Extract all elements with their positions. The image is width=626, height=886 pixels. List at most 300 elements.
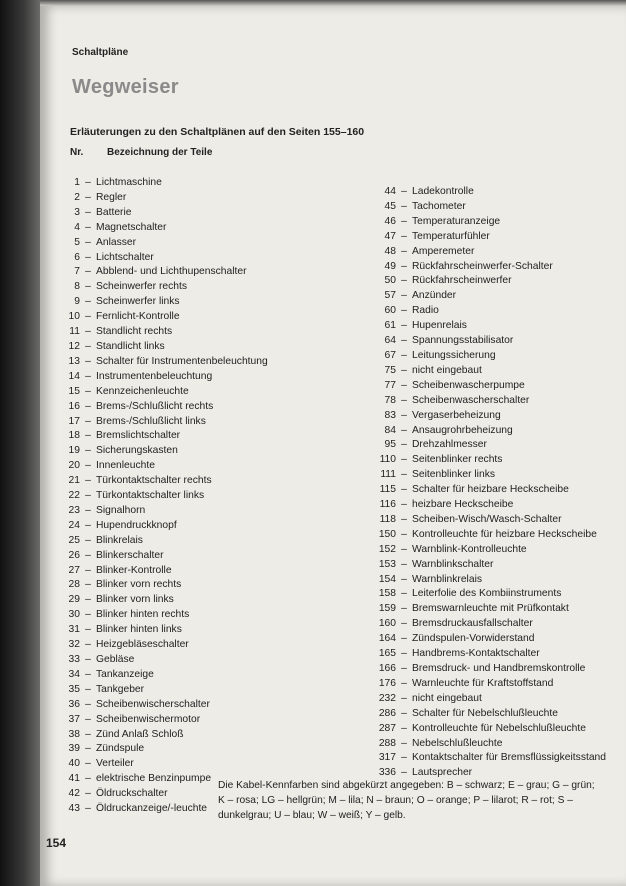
item-name: Tachometer — [412, 200, 466, 212]
list-item — [50, 325, 268, 340]
item-separator: – — [85, 490, 91, 502]
item-separator: – — [401, 394, 407, 406]
item-name: Signalhorn — [96, 504, 146, 516]
list-item — [356, 662, 606, 677]
item-name: Schalter für heizbare Heckscheibe — [412, 484, 569, 496]
item-separator: – — [85, 803, 91, 815]
item-number: 232 — [378, 692, 396, 704]
item-separator: – — [85, 475, 91, 487]
item-separator: – — [401, 663, 407, 674]
list-item — [50, 236, 268, 251]
list-item — [356, 722, 606, 737]
item-name: Ladekontrolle — [412, 186, 474, 197]
item-number: 150 — [378, 528, 396, 540]
item-separator: – — [401, 737, 407, 749]
item-number: 83 — [384, 409, 396, 421]
list-item — [356, 215, 606, 230]
item-number: 24 — [68, 519, 80, 531]
item-name: Scheibenwascherpumpe — [412, 379, 525, 391]
list-item — [50, 549, 268, 564]
item-name: Scheiben-Wisch/Wasch-Schalter — [412, 513, 562, 525]
item-name: Öldruckanzeige/-leuchte — [96, 803, 208, 815]
list-item — [50, 742, 268, 757]
item-separator: – — [401, 186, 407, 197]
item-name: Tankgeber — [96, 683, 145, 695]
item-name: Türkontaktschalter rechts — [96, 475, 212, 487]
item-separator: – — [401, 275, 407, 287]
list-item — [356, 543, 606, 558]
cable-color-note: Die Kabel-Kennfarben sind abgekürzt angegeben: B – schwarz; E – grau; G – grün; K – rosa; LG – hellgrün; M – lila; N – braun; O – orange; P – lilarot; R – rot; S – dunkelgrau; U – blau; W – weiß; Y – gelb. — [218, 780, 595, 821]
item-separator: – — [85, 326, 91, 338]
list-item — [50, 728, 268, 743]
list-item — [356, 394, 606, 409]
item-separator: – — [401, 349, 407, 361]
item-separator: – — [85, 668, 91, 680]
item-name: Schalter für Instrumentenbeleuchtung — [96, 355, 268, 367]
item-number: 13 — [68, 355, 80, 367]
list-item — [50, 698, 268, 713]
item-number: 49 — [384, 260, 396, 272]
item-name: Amperemeter — [412, 245, 475, 257]
item-number: 32 — [68, 639, 80, 651]
item-number: 44 — [384, 186, 396, 197]
item-separator: – — [401, 648, 407, 660]
item-name: Scheinwerfer links — [96, 296, 180, 308]
item-number: 21 — [68, 475, 80, 487]
list-item — [356, 498, 606, 513]
item-name: Leitungssicherung — [412, 349, 496, 361]
item-name: Spannungsstabilisator — [412, 335, 514, 347]
item-number: 111 — [380, 469, 396, 481]
item-separator: – — [401, 752, 407, 764]
item-name: Batterie — [96, 206, 132, 218]
item-name: Heizgebläseschalter — [96, 639, 189, 651]
list-item — [50, 578, 268, 593]
list-item — [356, 319, 606, 334]
item-separator: – — [401, 290, 407, 302]
item-name: Vergaserbeheizung — [412, 409, 501, 421]
list-item — [356, 230, 606, 245]
page-subtitle: Erläuterungen zu den Schaltplänen auf den Seiten 155–160 — [70, 126, 365, 138]
list-item — [356, 245, 606, 260]
item-separator: – — [401, 677, 407, 689]
list-item — [356, 453, 606, 468]
item-name: Instrumentenbeleuchtung — [96, 370, 213, 382]
item-name: Warnblinkrelais — [412, 573, 483, 585]
item-separator: – — [85, 654, 91, 665]
list-item — [50, 668, 268, 683]
item-number: 8 — [74, 281, 80, 293]
list-item — [356, 409, 606, 424]
item-separator: – — [85, 639, 91, 651]
item-number: 166 — [378, 663, 396, 674]
item-name: Bremsdruck- und Handbremskontrolle — [412, 663, 586, 674]
item-number: 15 — [68, 385, 80, 397]
item-name: Türkontaktschalter links — [96, 490, 205, 502]
list-item — [356, 528, 606, 543]
item-name: Ansaugrohrbeheizung — [412, 424, 513, 436]
list-item — [50, 280, 268, 295]
item-number: 164 — [378, 633, 396, 645]
list-item — [50, 534, 268, 549]
item-name: Fernlicht-Kontrolle — [96, 311, 180, 323]
item-separator: – — [401, 484, 407, 496]
list-item — [50, 757, 268, 772]
item-number: 28 — [68, 579, 80, 591]
item-separator: – — [85, 370, 91, 382]
list-item — [356, 200, 606, 215]
item-name: Hupendruckknopf — [96, 519, 177, 531]
item-separator: – — [85, 624, 91, 636]
list-item — [356, 573, 606, 588]
item-separator: – — [85, 430, 91, 442]
item-number: 34 — [68, 668, 80, 680]
item-number: 14 — [68, 370, 80, 382]
item-name: Nebelschlußleuchte — [412, 737, 503, 749]
item-number: 78 — [384, 394, 396, 406]
item-name: Regler — [96, 191, 127, 203]
item-name: Rückfahrscheinwerfer-Schalter — [412, 260, 553, 272]
item-number: 30 — [68, 609, 80, 621]
list-item — [50, 400, 268, 415]
list-item — [356, 468, 606, 483]
item-number: 165 — [378, 648, 396, 660]
item-separator: – — [85, 311, 91, 323]
item-separator: – — [401, 409, 407, 421]
item-number: 20 — [68, 460, 80, 472]
item-number: 118 — [379, 513, 396, 525]
list-item — [50, 459, 268, 474]
item-number: 43 — [68, 803, 80, 815]
item-separator: – — [401, 513, 407, 525]
item-separator: – — [85, 355, 91, 367]
item-number: 95 — [384, 439, 396, 451]
list-item — [356, 737, 606, 752]
list-item — [356, 274, 606, 289]
list-item — [50, 251, 268, 266]
item-name: Öldruckschalter — [96, 788, 168, 800]
item-separator: – — [401, 543, 407, 555]
item-name: Handbrems-Kontaktschalter — [412, 648, 540, 660]
list-item — [50, 221, 268, 236]
list-item — [50, 295, 268, 310]
item-number: 42 — [68, 788, 80, 800]
item-separator: – — [401, 305, 407, 317]
list-item — [50, 683, 268, 698]
list-item — [356, 513, 606, 528]
item-number: 38 — [68, 728, 80, 740]
item-number: 33 — [68, 654, 80, 665]
item-name: Abblend- und Lichthupenschalter — [96, 266, 247, 278]
item-name: Sicherungskasten — [96, 445, 178, 457]
list-item — [356, 334, 606, 349]
list-item — [50, 310, 268, 325]
item-separator: – — [401, 439, 407, 451]
list-item — [50, 265, 268, 280]
list-item — [50, 564, 268, 579]
list-item — [50, 415, 268, 430]
item-number: 19 — [68, 445, 80, 457]
item-name: Blinker vorn rechts — [96, 579, 182, 591]
item-number: 5 — [74, 236, 80, 248]
item-separator: – — [85, 400, 91, 412]
item-name: Zünd Anlaß Schloß — [96, 728, 184, 740]
item-name: Standlicht links — [96, 340, 165, 352]
item-separator: – — [401, 618, 407, 630]
item-name: Seitenblinker rechts — [412, 454, 503, 466]
item-name: Blinker vorn links — [96, 594, 174, 606]
item-separator: – — [401, 499, 407, 511]
list-item — [356, 260, 606, 275]
item-number: 288 — [378, 737, 396, 749]
item-number: 154 — [378, 573, 396, 585]
item-separator: – — [85, 266, 91, 278]
item-number: 2 — [74, 191, 80, 203]
item-separator: – — [85, 221, 91, 233]
item-name: nicht eingebaut — [412, 692, 482, 704]
item-number: 37 — [68, 713, 80, 725]
item-number: 47 — [384, 230, 396, 242]
item-name: Tankanzeige — [96, 668, 154, 680]
item-separator: – — [401, 260, 407, 272]
item-name: Lichtmaschine — [96, 177, 162, 188]
item-name: Blinker-Kontrolle — [96, 564, 172, 576]
item-name: Kontrolleuchte für heizbare Heckscheibe — [412, 528, 597, 540]
item-number: 31 — [68, 624, 80, 636]
item-number: 116 — [379, 499, 396, 511]
item-separator: – — [85, 251, 91, 263]
item-number: 153 — [378, 558, 396, 570]
item-number: 26 — [68, 549, 80, 561]
list-item — [50, 593, 268, 608]
item-number: 1 — [74, 177, 80, 188]
item-name: Bremswarnleuchte mit Prüfkontakt — [412, 603, 569, 615]
parts-list-left — [50, 176, 268, 817]
item-separator: – — [401, 707, 407, 719]
item-number: 3 — [74, 206, 80, 218]
list-item — [50, 191, 268, 206]
item-number: 61 — [384, 320, 396, 332]
item-number: 45 — [384, 200, 396, 212]
item-name: Radio — [412, 305, 439, 317]
list-item — [356, 438, 606, 453]
item-separator: – — [85, 340, 91, 352]
item-separator: – — [401, 379, 407, 391]
item-separator: – — [401, 469, 407, 481]
list-item — [50, 444, 268, 459]
item-separator: – — [401, 424, 407, 436]
item-number: 9 — [74, 296, 80, 308]
item-separator: – — [85, 579, 91, 591]
item-name: Anzünder — [412, 290, 457, 302]
item-name: Standlicht rechts — [96, 326, 173, 338]
item-name: Scheibenwascherschalter — [412, 394, 530, 406]
list-item — [356, 304, 606, 319]
item-name: Zündspulen-Vorwiderstand — [412, 633, 535, 645]
list-item — [50, 623, 268, 638]
list-item — [356, 602, 606, 617]
item-name: elektrische Benzinpumpe — [96, 773, 212, 785]
item-number: 50 — [384, 275, 396, 287]
section-header: Schaltpläne — [72, 47, 129, 58]
item-name: Kontaktschalter für Bremsflüssigkeitsstand — [412, 752, 607, 764]
item-name: Warnblink-Kontrolleuchte — [412, 543, 527, 555]
item-name: Seitenblinker links — [412, 469, 495, 481]
item-number: 40 — [68, 758, 80, 770]
item-separator: – — [401, 364, 407, 376]
item-separator: – — [85, 788, 91, 800]
list-item — [356, 647, 606, 662]
item-name: Schalter für Nebelschlußleuchte — [412, 707, 558, 719]
item-name: Blinker hinten rechts — [96, 609, 190, 621]
item-number: 57 — [384, 290, 396, 302]
item-number: 22 — [68, 490, 80, 502]
list-item — [356, 379, 606, 394]
item-name: Magnetschalter — [96, 221, 167, 233]
item-separator: – — [85, 534, 91, 546]
item-separator: – — [85, 728, 91, 740]
item-separator: – — [85, 445, 91, 457]
list-item — [50, 429, 268, 444]
list-item — [50, 474, 268, 489]
item-number: 60 — [384, 305, 396, 317]
item-separator: – — [85, 743, 91, 755]
item-separator: – — [401, 200, 407, 212]
item-number: 17 — [68, 415, 80, 427]
item-separator: – — [85, 296, 91, 308]
item-separator: – — [85, 385, 91, 397]
item-number: 6 — [74, 251, 80, 263]
list-item — [356, 185, 606, 200]
item-separator: – — [401, 215, 407, 227]
item-separator: – — [401, 230, 407, 242]
item-separator: – — [85, 773, 91, 785]
list-item — [50, 355, 268, 370]
item-separator: – — [85, 460, 91, 472]
list-item — [356, 289, 606, 304]
page-title: Wegweiser — [72, 76, 179, 98]
list-item — [50, 176, 268, 191]
item-name: Lichtschalter — [96, 251, 154, 263]
item-number: 110 — [379, 454, 396, 466]
item-number: 39 — [68, 743, 80, 755]
list-item — [356, 558, 606, 573]
item-separator: – — [401, 588, 407, 600]
item-separator: – — [401, 573, 407, 585]
item-number: 336 — [378, 767, 396, 779]
item-name: Bremsdruckausfallschalter — [412, 618, 533, 630]
item-name: Kontrolleuchte für Nebelschlußleuchte — [412, 722, 587, 734]
item-name: heizbare Heckscheibe — [412, 499, 514, 511]
item-number: 46 — [384, 215, 396, 227]
item-separator: – — [401, 603, 407, 615]
list-item — [356, 707, 606, 722]
item-number: 48 — [384, 245, 396, 257]
item-number: 84 — [384, 424, 396, 436]
item-separator: – — [85, 549, 91, 561]
item-name: Brems-/Schlußlicht links — [96, 415, 206, 427]
item-separator: – — [85, 713, 91, 725]
item-separator: – — [85, 519, 91, 531]
item-separator: – — [401, 320, 407, 332]
item-separator: – — [85, 281, 91, 293]
item-number: 10 — [68, 311, 80, 323]
item-separator: – — [85, 758, 91, 770]
item-number: 7 — [74, 266, 80, 278]
item-number: 77 — [384, 379, 396, 391]
item-name: Zündspule — [96, 743, 145, 755]
item-number: 35 — [68, 683, 80, 695]
list-item — [356, 364, 606, 379]
list-item — [50, 206, 268, 221]
item-name: Scheinwerfer rechts — [96, 281, 187, 293]
list-item — [50, 385, 268, 400]
document-page — [40, 6, 626, 886]
item-name: Lautsprecher — [412, 767, 473, 779]
item-separator: – — [85, 504, 91, 516]
item-separator: – — [401, 454, 407, 466]
item-number: 115 — [379, 484, 396, 496]
list-item — [50, 519, 268, 534]
item-number: 18 — [68, 430, 80, 442]
item-separator: – — [85, 683, 91, 695]
item-separator: – — [85, 191, 91, 203]
item-name: Blinkerschalter — [96, 549, 164, 561]
list-item — [50, 489, 268, 504]
item-number: 287 — [378, 722, 396, 734]
item-separator: – — [85, 698, 91, 710]
item-separator: – — [401, 633, 407, 645]
item-number: 25 — [68, 534, 80, 546]
list-item — [50, 638, 268, 653]
column-header-nr: Nr. — [70, 147, 84, 158]
item-separator: – — [401, 558, 407, 570]
item-number: 75 — [384, 364, 396, 376]
item-name: Gebläse — [96, 654, 135, 665]
item-name: Warnleuchte für Kraftstoffstand — [412, 677, 554, 689]
item-number: 4 — [74, 221, 80, 233]
list-item — [50, 653, 268, 668]
list-item — [356, 349, 606, 364]
item-name: Blinker hinten links — [96, 624, 182, 636]
item-number: 12 — [68, 340, 80, 352]
item-name: Rückfahrscheinwerfer — [412, 275, 512, 287]
item-name: Verteiler — [96, 758, 134, 770]
item-number: 159 — [378, 603, 396, 615]
item-name: Innenleuchte — [96, 460, 155, 472]
item-number: 11 — [69, 326, 80, 338]
item-name: Brems-/Schlußlicht rechts — [96, 400, 214, 412]
item-separator: – — [85, 415, 91, 427]
item-name: nicht eingebaut — [412, 364, 482, 376]
item-separator: – — [85, 206, 91, 218]
item-name: Scheibenwischerschalter — [96, 698, 210, 710]
item-number: 317 — [378, 752, 396, 764]
item-name: Blinkrelais — [96, 534, 143, 546]
item-separator: – — [85, 594, 91, 606]
item-number: 152 — [378, 543, 396, 555]
item-number: 36 — [68, 698, 80, 710]
list-item — [356, 424, 606, 439]
item-name: Drehzahlmesser — [412, 439, 487, 451]
list-item — [356, 632, 606, 647]
item-separator: – — [401, 245, 407, 257]
item-name: Scheibenwischermotor — [96, 713, 201, 725]
item-name: Kennzeichenleuchte — [96, 385, 189, 397]
item-name: Temperaturfühler — [412, 230, 490, 242]
list-item — [50, 504, 268, 519]
list-item — [356, 617, 606, 632]
